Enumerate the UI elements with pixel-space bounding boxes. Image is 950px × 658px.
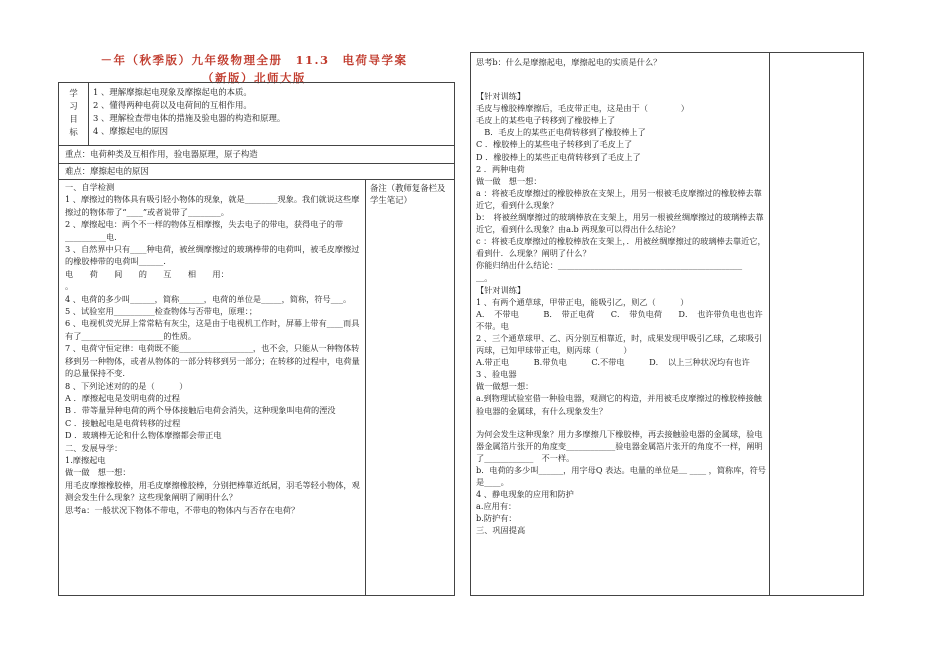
question-3-end: 。 xyxy=(65,281,74,292)
question-5: 5 、试验室用__________检查物体与否带电，原理：； xyxy=(65,306,258,317)
note-label: 备注（教师复备栏及学生笔记） xyxy=(370,183,446,206)
title-line-2: （新版）北师大版 xyxy=(202,70,306,85)
practice-heading: 【针对训练】 xyxy=(476,284,526,295)
question-2: 2 、摩擦起电：两个不一样的物体互相摩擦，失去电子的带电，获得电子的带__________电. xyxy=(65,219,344,242)
conclusion-end: ＿。 xyxy=(476,272,493,283)
option-a: 毛皮上的某些电子转移到了橡胶棒上了 xyxy=(476,115,616,126)
question-6: 6 、电视机荧光屏上常常粘有灰尘，这是由于电视机工作时，屏幕上带有____而具有了____________________的性质。 xyxy=(65,318,360,341)
objectives-list xyxy=(93,86,448,138)
electroscope-a: a.到物理试验室借一种验电器，观测它的构造，并用被毛皮摩擦过的橡胶棒接触验电器的金属球，有什么现象发生？ xyxy=(476,393,762,416)
think-a: 思考a：一般状况下物体不带电，不带电的物体内与否存在电荷？ xyxy=(65,504,300,515)
section-heading: 二、发展导学： xyxy=(65,442,123,453)
activity-prompt: 做一做 想一想： xyxy=(476,175,542,186)
question-8: 8 、下列论述对的的是（ ） xyxy=(65,380,188,391)
question-3-continued: 电 荷 间 的 互 相 用： xyxy=(65,268,229,279)
right-table xyxy=(470,52,864,596)
section-heading: 一、自学检测 xyxy=(65,182,115,192)
left-column-content xyxy=(65,181,361,516)
option-a: A ．摩擦起电是发明电荷的过程 xyxy=(65,392,180,403)
answer-space xyxy=(476,417,766,428)
think-b: 思考b：什么是摩擦起电，摩擦起电的实质是什么？ xyxy=(476,57,662,67)
question-4: 4 、电荷的多少叫______，简称______，电荷的单位是_____，简称，符号___。 xyxy=(65,293,352,304)
objective-item: 3 、理解检查带电体的措施及验电器的构造和原理。 xyxy=(93,113,286,123)
answer-space xyxy=(476,68,766,90)
application-a: a.应用有： xyxy=(476,501,517,512)
activity-text: 用毛皮摩擦橡胶棒，用毛皮摩擦橡胶棒，分别把棒靠近纸屑，羽毛等轻小物体，观测会发生什么现象？这些现象阐明了阐明什么？ xyxy=(65,479,360,503)
option-d: D ．橡胶棒上的某些正电荷转移到了毛皮上了 xyxy=(476,151,641,162)
subsection-heading: 4 、静电现象的应用和防护 xyxy=(476,489,574,500)
difficulty: 难点：摩擦起电的原因 xyxy=(65,166,149,176)
practice-heading: 【针对训练】 xyxy=(476,91,526,102)
title-line-1: －年（秋季版）九年级物理全册 11.3 电荷导学案 xyxy=(100,53,408,67)
activity-prompt: 做一做想一想： xyxy=(476,381,534,392)
conclusion-prompt: 你能归纳出什么结论：_____________________________________________ xyxy=(476,260,743,271)
option-c: C ．接触起电是电荷转移的过程 xyxy=(65,417,181,428)
practice-options-1: A． 不带电 B． 带正电荷 C． 带负电荷 D． 也许带负电也也许不带。电 xyxy=(476,308,763,331)
experiment-c: c ：将被毛皮摩擦过的橡胶棒放在支架上，．用被丝绸摩擦过的玻璃棒去靠近它，看到什．么现象？阐明了什么？ xyxy=(476,236,766,259)
experiment-b: b： 将被丝绸摩擦过的玻璃棒放在支架上，用另一根被丝绸摩擦过的玻璃棒去靠近它，看到什么现象？由a.b 两现象可以得出什么结论？ xyxy=(476,212,764,235)
electroscope-why: 为何会发生这种现象？用力多摩擦几下橡胶棒，再去接触验电器的金属球，验电器金属箔片张开的角度变____________验电器金属箔片张开的角度不一样，阐明了____________ 不一样。 xyxy=(476,428,763,463)
question-1: 1 、摩擦过的物体具有吸引轻小物体的现象，就是________现象。我们就说这些摩擦过的物体带了“____”或者说带了________。 xyxy=(65,194,360,217)
objective-item: 4 、摩擦起电的原因 xyxy=(93,126,168,136)
option-b: B．毛皮上的某些正电荷转移到了橡胶棒上了 xyxy=(476,127,646,138)
subsection-heading: 3 、验电器 xyxy=(476,369,517,380)
question-7: 7 、电荷守恒定律：电荷既不能__________________，也不会，只能从一种物体转移到另一种物体，或者从物体的一部分转移到另一部分；在转移的过程中，电荷量的总量保持不变. xyxy=(65,343,360,379)
practice-question-2: 2 、三个通草球甲、乙、丙分别互相靠近，时，成果发现甲吸引乙球，乙球吸引丙球，已知甲球带正电，则丙球（ ） xyxy=(476,332,763,356)
objectives-label: 学 习 目 标 xyxy=(69,88,78,137)
key-point: 重点：电荷种类及互相作用，验电器原理，原子构造 xyxy=(65,149,258,159)
subsection-heading: 2 ．两种电荷 xyxy=(476,163,525,174)
practice-question: 毛皮与橡胶棒摩擦后，毛皮带正电，这是由于（ ） xyxy=(476,103,689,114)
objective-item: 2 、懂得两种电荷以及电荷间的互相作用。 xyxy=(93,100,252,110)
electroscope-b: b．电荷的多少叫______，用字母Q 表达。电量的单位是＿ ____ ，简称库，符号是____。 xyxy=(476,464,766,487)
objective-item: 1 、理解摩擦起电现象及摩擦起电的本质。 xyxy=(93,87,252,97)
option-c: C ．橡胶棒上的某些电子转移到了毛皮上了 xyxy=(476,139,633,150)
application-b: b.防护有： xyxy=(476,513,517,524)
option-b: B ．带等量异种电荷的两个导体接触后电荷会消失，这种现象叫电荷的湮没 xyxy=(65,405,336,416)
practice-options-2: A.带正电 B.带负电 C.不带电 D． 以上三种状况均有也许 xyxy=(476,357,750,368)
activity-prompt: 做一做 想一想： xyxy=(65,467,131,478)
section-heading: 三、巩固提高 xyxy=(476,525,526,536)
question-3: 3 、自然界中只有____种电荷，被丝绸摩擦过的玻璃棒带的电荷叫，被毛皮摩擦过的橡胶棒带的电荷叫______. xyxy=(65,244,360,267)
option-d: D ．玻璃棒无论和什么物体摩擦都会带正电 xyxy=(65,430,222,441)
left-table xyxy=(58,82,455,596)
subsection-heading: 1.摩擦起电 xyxy=(65,454,106,465)
practice-question-1: 1 、有两个通草球，甲带正电，能吸引乙，则乙（ ） xyxy=(476,296,689,307)
experiment-a: a ：将被毛皮摩擦过的橡胶棒放在支架上，用另一根被毛皮摩擦过的橡胶棒去靠近它，看到什么现象？ xyxy=(476,187,762,210)
right-column-content xyxy=(476,56,766,536)
